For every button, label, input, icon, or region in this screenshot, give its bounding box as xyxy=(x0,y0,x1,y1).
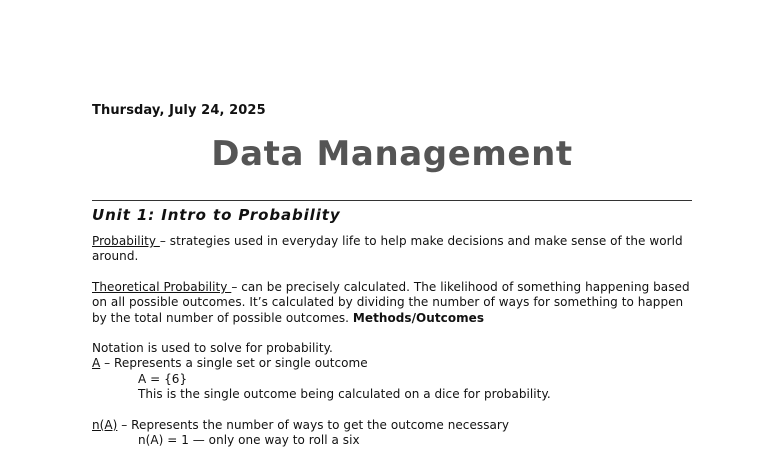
unit-heading: Unit 1: Intro to Probability xyxy=(92,206,341,224)
notation-intro: Notation is used to solve for probability. xyxy=(92,341,333,355)
notation-na-line xyxy=(92,418,692,433)
notation-a-example: A = {6} xyxy=(138,371,188,386)
notation-a-note: This is the single outcome being calculated on a dice for probability. xyxy=(138,387,551,402)
theoretical-probability-definition xyxy=(92,280,692,326)
probability-term: Probability xyxy=(92,234,160,248)
theoretical-probability-description: – can be precisely calculated. The likelihood of something happening based on all possible outcomes. It’s calculated by dividing the number of ways for something to happen by the total number of possible outcomes. xyxy=(92,280,690,325)
title-divider xyxy=(92,200,692,201)
notation-na-description: – Represents the number of ways to get the outcome necessary xyxy=(117,418,510,433)
spacer xyxy=(92,403,692,418)
probability-definition xyxy=(92,234,692,265)
document-date: Thursday, July 24, 2025 xyxy=(92,103,266,118)
notation-a-line xyxy=(92,356,692,371)
theoretical-probability-term: Theoretical Probability xyxy=(92,280,232,294)
notation-na-example: n(A) = 1 — only one way to roll a six xyxy=(138,433,360,448)
probability-description: – strategies used in everyday life to help make decisions and make sense of the world around. xyxy=(92,234,683,264)
page-title: Data Management xyxy=(211,134,573,174)
methods-outcomes-label: Methods/Outcomes xyxy=(352,310,485,325)
notation-a-term: A xyxy=(92,356,101,371)
notation-section xyxy=(92,341,692,449)
notation-na-term: n(A) xyxy=(92,418,118,433)
notation-a-description: – Represents a single set or single outcome xyxy=(100,356,368,371)
